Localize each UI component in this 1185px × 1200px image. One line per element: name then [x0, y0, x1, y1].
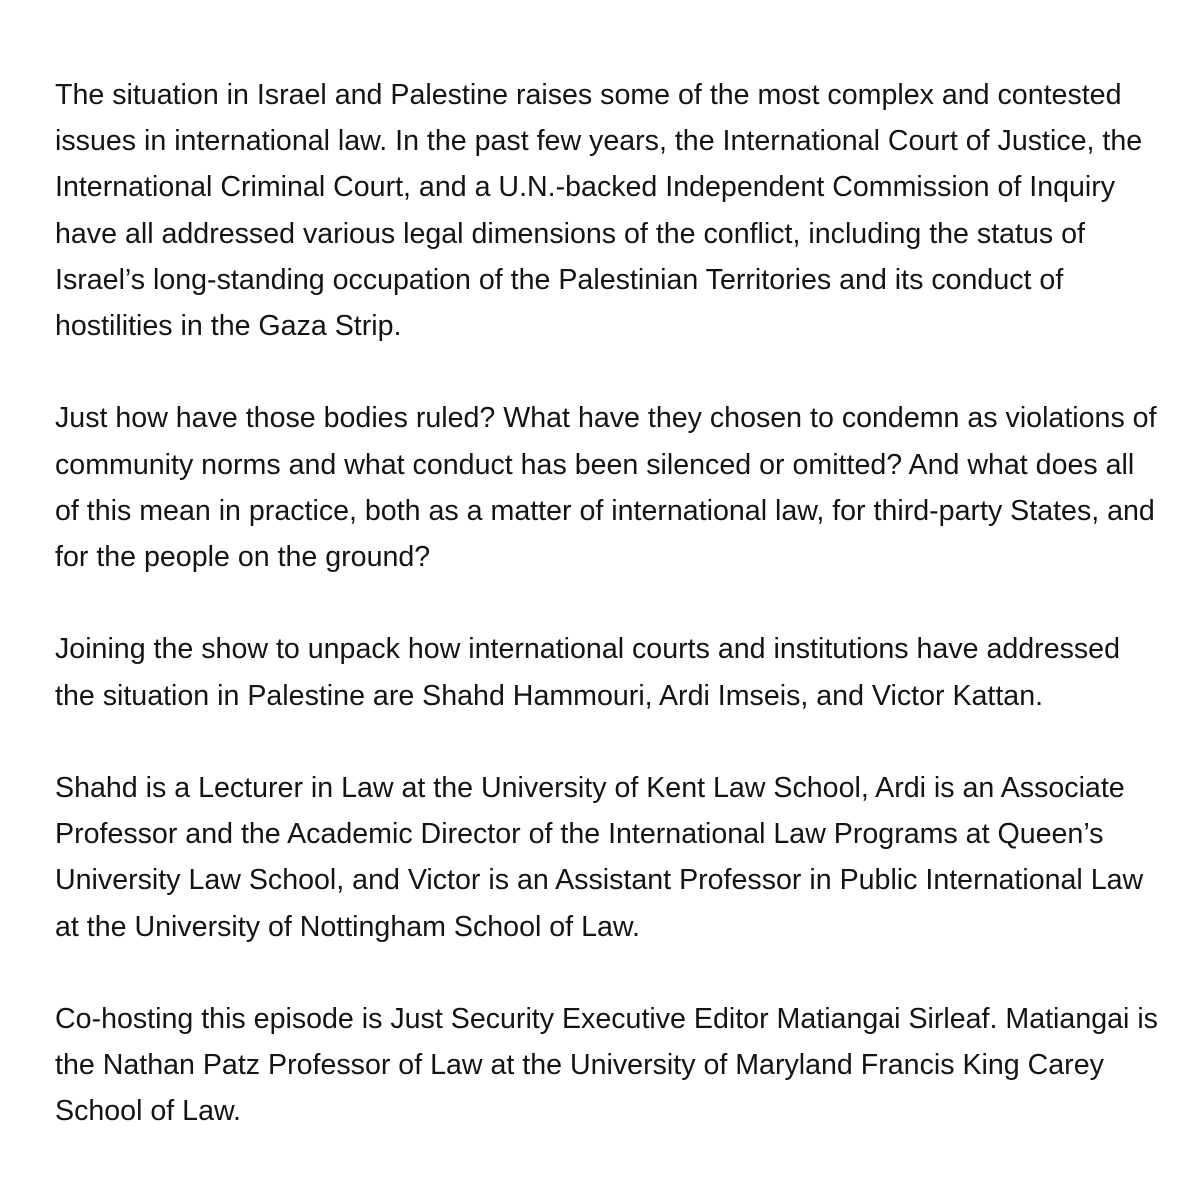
paragraph-questions: Just how have those bodies ruled? What have they chosen to condemn as violations of community norms and what conduct has been silenced or omitted? And what does all of this mean in practice, both as a matter of international law, for third-party States, and for the people on the ground? [55, 402, 1157, 574]
paragraph-guests: Joining the show to unpack how international courts and institutions have addressed the situation in Palestine are Shahd Hammouri, Ardi Imseis, and Victor Kattan. [55, 633, 1120, 712]
paragraph-intro: The situation in Israel and Palestine raises some of the most complex and contested issues in international law. In the past few years, the International Court of Justice, the International Criminal Court, and a U.N.-backed Independent Commission of Inquiry have all addressed various legal dimensions of the conflict, including the status of Israel’s long-standing occupation of the Palestinian Territories and its conduct of hostilities in the Gaza Strip. [55, 79, 1143, 343]
article-body [55, 72, 1165, 1135]
paragraph-guest-bios: Shahd is a Lecturer in Law at the University of Kent Law School, Ardi is an Associate Professor and the Academic Director of the International Law Programs at Queen’s University Law School, and Victor is an Assistant Professor in Public International Law at the University of Nottingham School of Law. [55, 772, 1144, 943]
paragraph-cohost: Co-hosting this episode is Just Security Executive Editor Matiangai Sirleaf. Matiangai is the Nathan Patz Professor of Law at the University of Maryland Francis King Carey School of Law. [55, 1003, 1158, 1128]
